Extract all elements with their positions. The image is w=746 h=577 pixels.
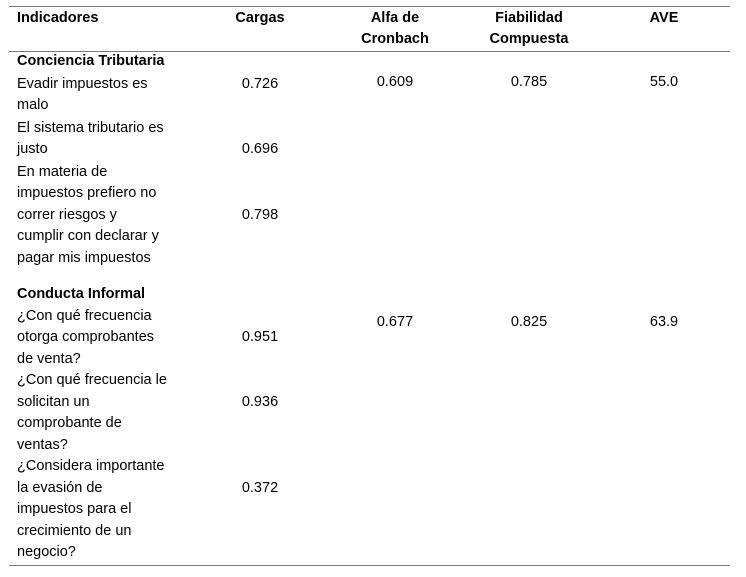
group-title: Conciencia Tributaria	[17, 53, 165, 69]
header-indicadores: Indicadores	[17, 10, 99, 26]
indicator-line: ventas?	[17, 437, 68, 453]
indicator-line: correr riesgos y	[17, 207, 117, 223]
group-title: Conducta Informal	[17, 286, 146, 302]
indicator-line: de venta?	[17, 351, 81, 367]
carga-value: 0.696	[241, 141, 279, 157]
indicator-line: ¿Con qué frecuencia le	[17, 372, 167, 388]
indicator-line: El sistema tributario es	[17, 120, 164, 136]
indicator-line: comprobante de	[17, 415, 122, 431]
header-fiabilidad-line2: Compuesta	[489, 31, 569, 47]
header-alfa-line1: Alfa de	[370, 10, 420, 26]
carga-value: 0.936	[241, 394, 279, 410]
carga-value: 0.798	[241, 207, 279, 223]
indicator-line: malo	[17, 97, 49, 113]
table-top-rule	[9, 6, 730, 7]
indicator-line: impuestos para el	[17, 501, 132, 517]
indicator-line: negocio?	[17, 544, 76, 560]
indicator-line: solicitan un	[17, 394, 90, 410]
indicator-line: cumplir con declarar y	[17, 228, 159, 244]
indicator-line: En materia de	[17, 164, 108, 180]
indicator-line: la evasión de	[17, 480, 103, 496]
header-ave: AVE	[649, 10, 679, 26]
ave-value: 63.9	[649, 314, 679, 330]
table-bottom-rule	[9, 565, 730, 566]
indicator-line: Evadir impuestos es	[17, 76, 148, 92]
indicator-line: justo	[17, 141, 48, 157]
indicator-line: crecimiento de un	[17, 523, 132, 539]
header-cargas: Cargas	[235, 10, 285, 26]
header-fiabilidad-line1: Fiabilidad	[495, 10, 563, 26]
alfa-value: 0.677	[376, 314, 414, 330]
fiabilidad-value: 0.785	[510, 74, 548, 90]
indicator-line: ¿Con qué frecuencia	[17, 308, 152, 324]
fiabilidad-value: 0.825	[510, 314, 548, 330]
carga-value: 0.726	[241, 76, 279, 92]
alfa-value: 0.609	[376, 74, 414, 90]
indicator-line: ¿Considera importante	[17, 458, 165, 474]
carga-value: 0.372	[241, 480, 279, 496]
indicator-line: otorga comprobantes	[17, 329, 155, 345]
carga-value: 0.951	[241, 329, 279, 345]
indicator-line: pagar mis impuestos	[17, 250, 151, 266]
ave-value: 55.0	[649, 74, 679, 90]
indicator-line: impuestos prefiero no	[17, 185, 157, 201]
header-alfa-line2: Cronbach	[361, 31, 429, 47]
